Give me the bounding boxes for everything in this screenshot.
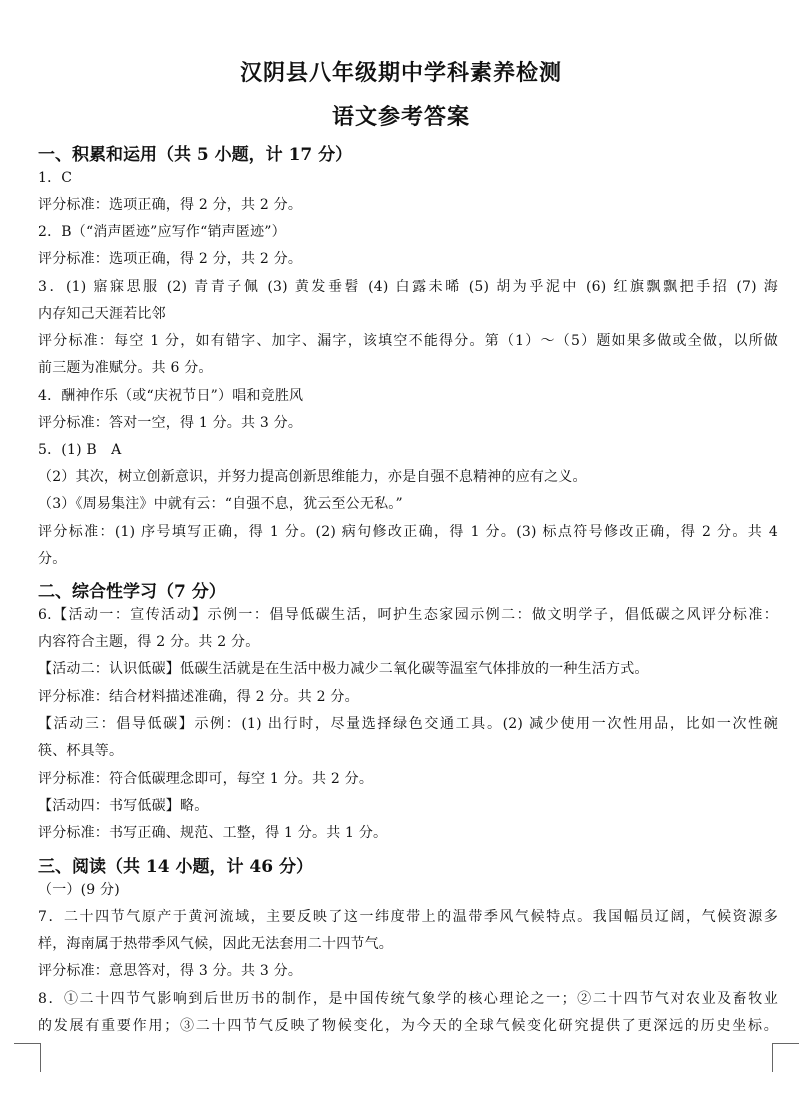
answer-line: 评分标准：每空 1 分，如有错字、加字、漏字，该填空不能得分。第（1）～（5）题如果多做或全做，以所做: [38, 333, 778, 349]
answer-line: 评分标准：(1) 序号填写正确，得 1 分。(2) 病句修改正确，得 1 分。(3) 标点符号修改正确，得 2 分。共 4: [38, 524, 778, 540]
answer-line: 6.【活动一：宣传活动】示例一：倡导低碳生活，呵护生态家园示例二：做文明学子，倡低碳之风评分标准：: [38, 607, 778, 623]
answer-line: 7．二十四节气原产于黄河流域，主要反映了这一纬度带上的温带季风气候特点。我国幅员辽阔，气候资源多: [38, 909, 778, 925]
answer-line: 样，海南属于热带季风气候，因此无法套用二十四节气。: [38, 936, 393, 952]
answer-line: 【活动三：倡导低碳】示例：(1) 出行时，尽量选择绿色交通工具。(2) 减少使用一次性用品，比如一次性碗: [38, 716, 778, 732]
answer-line: 1．C: [38, 170, 73, 186]
answer-line: （3）《周易集注》中就有云：“自强不息，犹云至公无私。”: [38, 496, 403, 512]
answer-line: 筷、杯具等。: [38, 743, 124, 759]
answer-line: 分。: [38, 551, 67, 567]
answer-line: 2．B（“消声匿迹”应写作“销声匿迹”）: [38, 224, 286, 240]
answer-line: 评分标准：结合材料描述准确，得 2 分。共 2 分。: [38, 689, 359, 705]
answer-line: 评分标准：符合低碳理念即可，每空 1 分。共 2 分。: [38, 771, 374, 787]
answer-line: 【活动二：认识低碳】低碳生活就是在生活中极力减少二氧化碳等温室气体排放的一种生活方式。: [38, 661, 649, 677]
answer-line: 8．①二十四节气影响到后世历书的制作，是中国传统气象学的核心理论之一；②二十四节气对农业及畜牧业: [38, 991, 778, 1007]
answer-line: 【活动四：书写低碳】略。: [38, 798, 209, 814]
answer-line: （一）(9 分): [38, 882, 120, 898]
answer-line: 评分标准：意思答对，得 3 分。共 3 分。: [38, 963, 303, 979]
answer-line: 评分标准：选项正确，得 2 分，共 2 分。: [38, 251, 303, 267]
answer-line: 内存知己天涯若比邻: [38, 306, 166, 322]
page-corner-mark-right: [772, 1043, 799, 1072]
section-heading-1: 一、积累和运用（共 5 小题，计 17 分）: [38, 145, 353, 165]
section-heading-2: 二、综合性学习（7 分）: [38, 582, 226, 602]
page-corner-mark-left: [14, 1043, 41, 1072]
answer-line: 评分标准：书写正确、规范、工整，得 1 分。共 1 分。: [38, 825, 388, 841]
answer-line: 评分标准：选项正确，得 2 分，共 2 分。: [38, 197, 303, 213]
section-heading-3: 三、阅读（共 14 小题，计 46 分）: [38, 857, 313, 877]
answer-line: 4．酬神作乐（或“庆祝节日”）唱和竞胜风: [38, 388, 304, 404]
answer-line: 5．(1) B A: [38, 442, 122, 458]
document-subtitle: 语文参考答案: [331, 104, 470, 130]
answer-line: 前三题为准赋分。共 6 分。: [38, 360, 213, 376]
answer-line: 内容符合主题，得 2 分。共 2 分。: [38, 634, 260, 650]
answer-line: （2）其次，树立创新意识，并努力提高创新思维能力，亦是自强不息精神的应有之义。: [38, 469, 587, 485]
answer-line: 评分标准：答对一空，得 1 分。共 3 分。: [38, 415, 303, 431]
document-title: 汉阴县八年级期中学科素养检测: [239, 60, 562, 86]
answer-line: 3．(1) 寤寐思服 (2) 青青子佩 (3) 黄发垂髫 (4) 白露未晞 (5) 胡为乎泥中 (6) 红旗飘飘把手招 (7) 海: [38, 279, 778, 295]
answer-line: 的发展有重要作用；③二十四节气反映了物候变化，为今天的全球气候变化研究提供了更深远的历史坐标。: [38, 1018, 778, 1034]
